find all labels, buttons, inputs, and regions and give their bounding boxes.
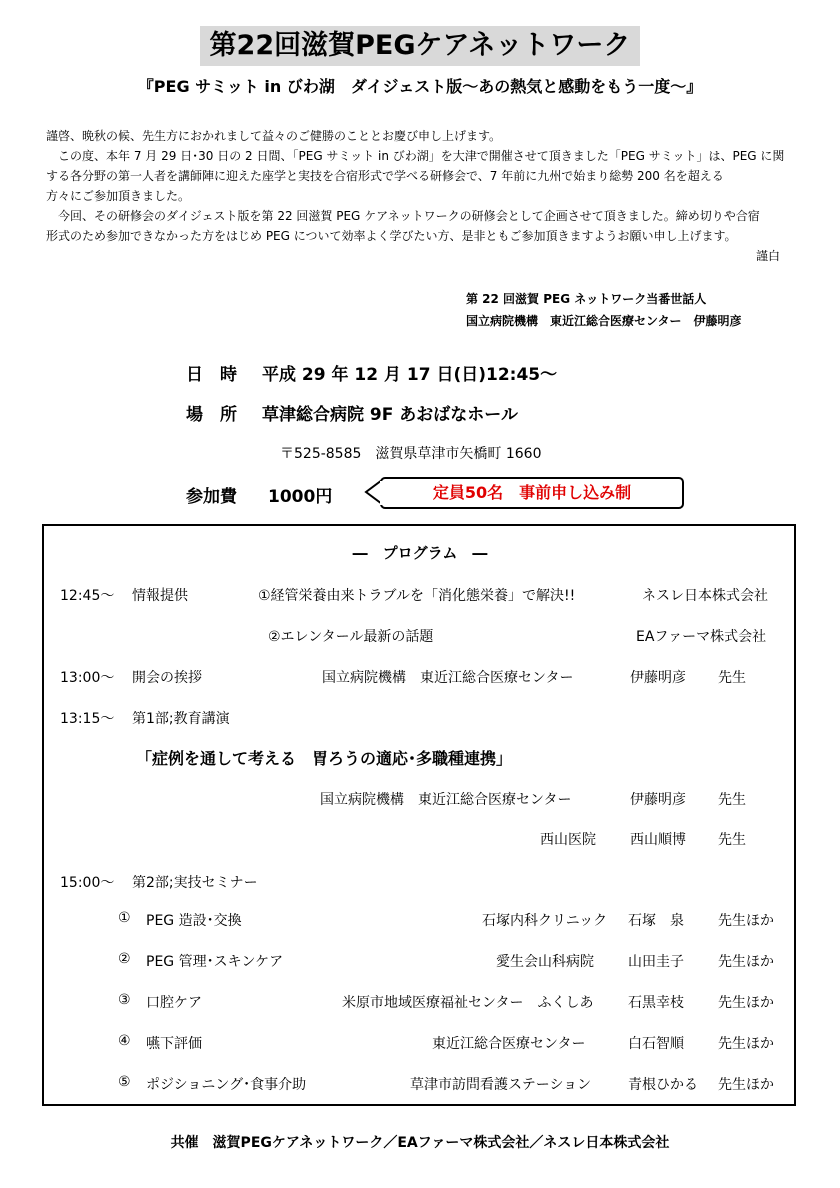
letter-line: 謹啓、晩秋の候、先生方におかれまして益々のご健勝のこととお慶び申し上げます。: [46, 129, 502, 143]
program-honorific: 先生: [718, 832, 746, 848]
program-title: 情報提供: [132, 588, 188, 604]
page-subtitle: 『PEG サミット in びわ湖 ダイジェスト版～あの熱気と感動をもう一度～』: [137, 77, 703, 96]
seminar-topic: 口腔ケア: [146, 995, 202, 1011]
place-label: 場 所: [186, 405, 237, 425]
date-value: 平成 29 年 12 月 17 日(日)12:45～: [262, 365, 558, 385]
seminar-number: ①: [118, 910, 131, 926]
program-honorific: 先生: [718, 792, 746, 808]
seminar-org: 東近江総合医療センター: [432, 1036, 586, 1052]
seminar-topic: 嚥下評価: [146, 1036, 202, 1052]
program-org: 国立病院機構 東近江総合医療センター: [320, 792, 572, 808]
seminar-name: 石黒幸枝: [628, 995, 684, 1011]
seminar-name: 山田圭子: [628, 954, 684, 970]
seminar-org: 草津市訪問看護ステーション: [410, 1077, 592, 1093]
letter-line: 今回、その研修会のダイジェスト版を第 22 回滋賀 PEG ケアネットワークの研修会として企画させて頂きました。締め切りや合宿: [46, 209, 760, 223]
seminar-org: 石塚内科クリニック: [482, 913, 608, 929]
program-item: ②エレンタール最新の話題: [268, 629, 434, 645]
seminar-number: ④: [118, 1033, 131, 1049]
fee-label: 参加費: [186, 487, 237, 507]
seminar-name: 白石智順: [628, 1036, 684, 1052]
program-time: 13:15～: [60, 711, 115, 727]
program-item: ①経管栄養由来トラブルを「消化態栄養」で解決!!: [258, 588, 576, 604]
program-name: 伊藤明彦: [630, 792, 686, 808]
letter-line: する各分野の第一人者を講師陣に迎えた座学と実技を合宿形式で学べる研修会で、7 年前に九州で始まり総勢 200 名を超える: [46, 169, 724, 183]
lecture-title: 「症例を通して考える 胃ろうの適応･多職種連携」: [136, 749, 513, 768]
program-org: 西山医院: [540, 832, 596, 848]
program-time: 13:00～: [60, 670, 115, 686]
signature-line-2: 国立病院機構 東近江総合医療センター 伊藤明彦: [466, 314, 742, 328]
seminar-honorific: 先生ほか: [718, 995, 774, 1011]
program-title: 第1部;教育講演: [132, 711, 230, 727]
letter-closing: 謹白: [756, 249, 781, 263]
program-org: ネスレ日本株式会社: [642, 588, 768, 604]
signature-line-1: 第 22 回滋賀 PEG ネットワーク当番世話人: [466, 292, 707, 306]
program-time: 15:00～: [60, 875, 115, 891]
seminar-number: ⑤: [118, 1074, 131, 1090]
seminar-name: 石塚 泉: [628, 913, 684, 929]
page-title: 第22回滋賀PEGケアネットワーク: [200, 26, 640, 66]
program-org: 国立病院機構 東近江総合医療センター: [322, 670, 574, 686]
footer-cosponsors: 共催 滋賀PEGケアネットワーク／EAファーマ株式会社／ネスレ日本株式会社: [170, 1135, 670, 1151]
seminar-honorific: 先生ほか: [718, 954, 774, 970]
seminar-org: 愛生会山科病院: [496, 954, 594, 970]
letter-line: 形式のため参加できなかった方をはじめ PEG について効率よく学びたい方、是非ともご参加頂きますようお願い申し上げます。: [46, 229, 737, 243]
seminar-number: ②: [118, 951, 131, 967]
program-name: 伊藤明彦: [630, 670, 686, 686]
fee-value: 1000円: [268, 487, 333, 507]
program-heading: ― プログラム ―: [352, 544, 488, 562]
seminar-topic: ポジショニング･食事介助: [146, 1077, 307, 1093]
callout-joint: [380, 481, 384, 505]
program-org: EAファーマ株式会社: [636, 629, 767, 645]
program-title: 第2部;実技セミナー: [132, 875, 258, 891]
place-value: 草津総合病院 9F あおばなホール: [262, 405, 518, 425]
seminar-honorific: 先生ほか: [718, 1077, 774, 1093]
seminar-honorific: 先生ほか: [718, 1036, 774, 1052]
letter-line: この度、本年 7 月 29 日･30 日の 2 日間、「PEG サミット in びわ湖」を大津で開催させて頂きました「PEG サミット」は、PEG に関: [46, 149, 785, 163]
seminar-topic: PEG 管理･スキンケア: [146, 954, 284, 970]
seminar-topic: PEG 造設･交換: [146, 913, 242, 929]
program-title: 開会の挨拶: [132, 670, 202, 686]
seminar-name: 青根ひかる: [628, 1077, 698, 1093]
letter-line: 方々にご参加頂きました。: [46, 189, 191, 203]
date-label: 日 時: [186, 365, 237, 385]
capacity-badge: 定員50名 事前申し込み制: [380, 477, 684, 509]
program-box: [42, 524, 796, 1106]
program-name: 西山順博: [630, 832, 686, 848]
program-time: 12:45～: [60, 588, 115, 604]
seminar-org: 米原市地域医療福祉センター ふくしあ: [342, 995, 594, 1011]
seminar-number: ③: [118, 992, 131, 1008]
seminar-honorific: 先生ほか: [718, 913, 774, 929]
program-honorific: 先生: [718, 670, 746, 686]
address: 〒525-8585 滋賀県草津市矢橋町 1660: [280, 446, 542, 462]
